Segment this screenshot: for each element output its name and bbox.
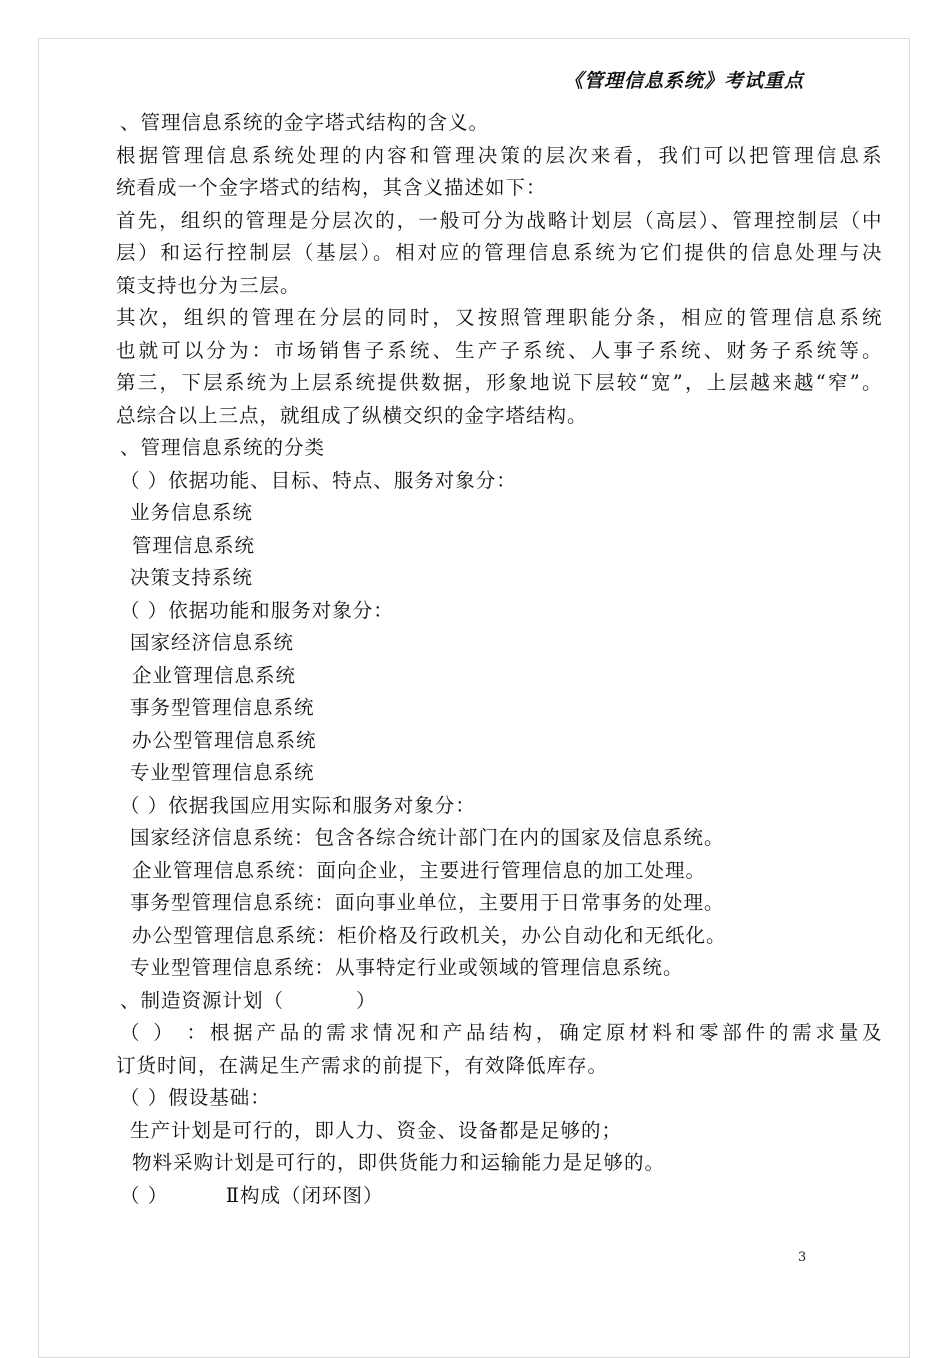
document-body [116, 107, 882, 1212]
page-number: 3 [798, 1250, 807, 1265]
list-item: 管理信息系统 [132, 533, 256, 557]
list-item: 事务型管理信息系统：面向事业单位，主要用于日常事务的处理。 [130, 891, 725, 914]
paragraph-line: 订货时间，在满足生产需求的前提下，有效降低库存。 [116, 1053, 609, 1077]
paragraph-line: （ ） ：根据产品的需求情况和产品结构，确定原材料和零部件的需求量及 [120, 1021, 882, 1044]
list-item: 企业管理信息系统 [132, 663, 297, 687]
list-item: 专业型管理信息系统 [130, 761, 315, 784]
subsection-heading: （ ）依据我国应用实际和服务对象分： [120, 793, 476, 817]
paragraph-line: 策支持也分为三层。 [116, 273, 301, 297]
list-item: 事务型管理信息系统 [130, 696, 315, 719]
list-item: 业务信息系统 [130, 501, 254, 524]
paragraph-line: 总综合以上三点，就组成了纵横交织的金字塔结构。 [116, 403, 588, 427]
list-item: 专业型管理信息系统：从事特定行业或领域的管理信息系统。 [130, 956, 684, 979]
paragraph-line: 第三，下层系统为上层系统提供数据，形象地说下层较“宽”，上层越来越“窄”。 [116, 371, 882, 394]
list-item: 国家经济信息系统：包含各综合统计部门在内的国家及信息系统。 [130, 826, 725, 849]
list-item: 生产计划是可行的，即人力、资金、设备都是足够的； [130, 1118, 623, 1142]
subsection-heading: （ ）依据功能、目标、特点、服务对象分： [120, 468, 517, 492]
list-item: 物料采购计划是可行的，即供货能力和运输能力是足够的。 [132, 1151, 666, 1174]
paragraph-line: 根据管理信息系统处理的内容和管理决策的层次来看，我们可以把管理信息系 [116, 143, 882, 167]
paragraph-line: 其次，组织的管理在分层的同时，又按照管理职能分条，相应的管理信息系统 [116, 306, 882, 329]
section-heading: 、管理信息系统的金字塔式结构的含义。 [120, 111, 490, 134]
paragraph-line: 统看成一个金字塔式的结构，其含义描述如下： [116, 176, 547, 199]
list-item: 国家经济信息系统 [130, 631, 295, 654]
subsection-heading: （ ）假设基础： [120, 1086, 271, 1109]
list-item: 决策支持系统 [130, 566, 254, 589]
paragraph-line: 层）和运行控制层（基层）。相对应的管理信息系统为它们提供的信息处理与决 [116, 241, 882, 264]
page-header-title: 《管理信息系统》考试重点 [563, 70, 804, 92]
section-heading: 、管理信息系统的分类 [120, 436, 326, 459]
section-heading: 、制造资源计划（ ） [120, 988, 377, 1012]
list-item: 企业管理信息系统：面向企业，主要进行管理信息的加工处理。 [132, 858, 707, 882]
paragraph-line: 首先，组织的管理是分层次的，一般可分为战略计划层（高层）、管理控制层（中 [116, 208, 882, 232]
subsection-heading: （ ）依据功能和服务对象分： [120, 598, 394, 622]
subsection-heading: （ ） Ⅱ构成（闭环图） [120, 1183, 384, 1207]
paragraph-line: 也就可以分为：市场销售子系统、生产子系统、人事子系统、财务子系统等。 [116, 338, 882, 362]
list-item: 办公型管理信息系统 [132, 728, 317, 752]
list-item: 办公型管理信息系统：柜价格及行政机关，办公自动化和无纸化。 [132, 923, 727, 947]
